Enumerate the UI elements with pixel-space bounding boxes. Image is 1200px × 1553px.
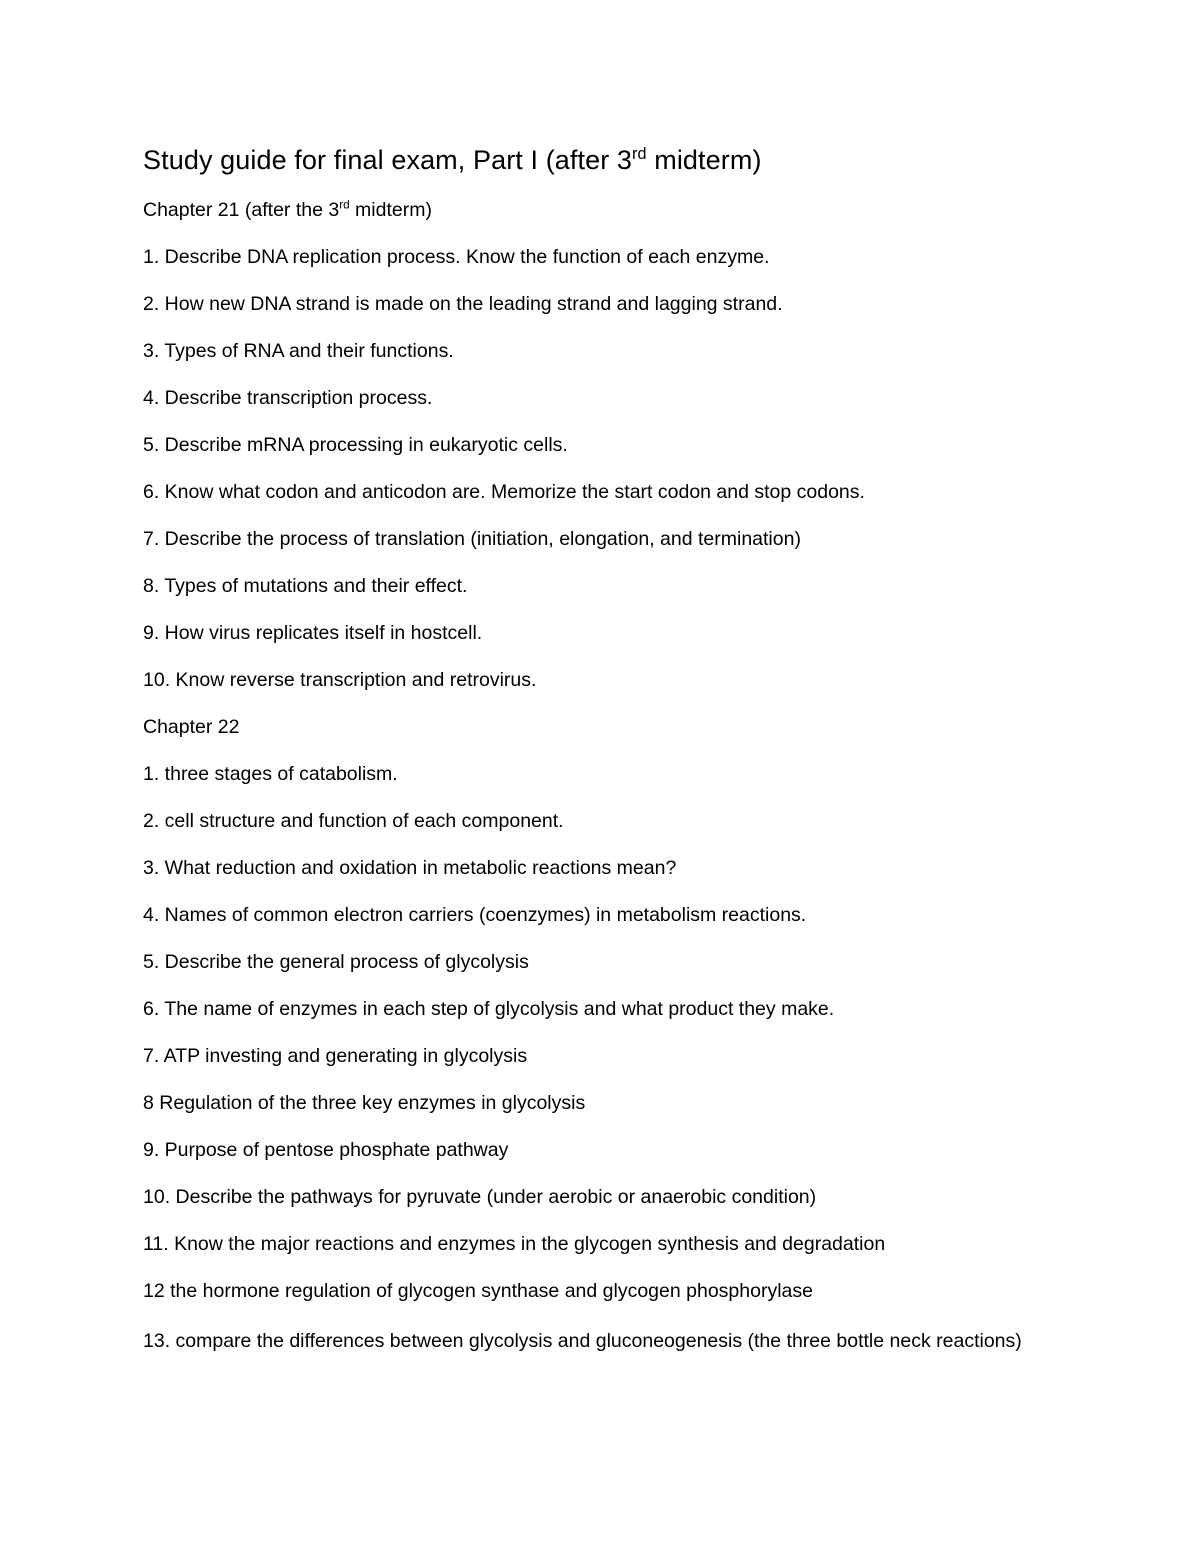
ch21-item-6: 6. Know what codon and anticodon are. Memorize the start codon and stop codons.	[143, 481, 865, 503]
ch22-item-8: 8 Regulation of the three key enzymes in glycolysis	[143, 1092, 586, 1114]
chapter-21-heading	[143, 198, 1043, 223]
title-main: Study guide for final exam, Part I (after 3	[143, 145, 633, 175]
chapter-22-heading: Chapter 22	[143, 716, 240, 738]
ch22-item-3: 3. What reduction and oxidation in metabolic reactions mean?	[143, 857, 677, 879]
ch22-item-1: 1. three stages of catabolism.	[143, 763, 398, 785]
ch22-item-11: 11. Know the major reactions and enzymes in the glycogen synthesis and degradation	[143, 1233, 886, 1255]
chapter-21-heading-main: Chapter 21 (after the 3	[143, 199, 340, 221]
page-title	[143, 140, 1043, 180]
ch22-item-2: 2. cell structure and function of each component.	[143, 810, 564, 832]
ch21-item-8: 8. Types of mutations and their effect.	[143, 575, 468, 597]
ch22-item-10: 10. Describe the pathways for pyruvate (under aerobic or anaerobic condition)	[143, 1186, 817, 1208]
ch21-item-9: 9. How virus replicates itself in hostcell.	[143, 622, 483, 644]
ch22-item-9: 9. Purpose of pentose phosphate pathway	[143, 1139, 509, 1161]
title-tail: midterm)	[646, 145, 762, 175]
ch21-item-10: 10. Know reverse transcription and retrovirus.	[143, 669, 537, 691]
ch22-item-13: 13. compare the differences between glycolysis and gluconeogenesis (the three bottle neck reactions)	[143, 1330, 1022, 1352]
chapter-21-heading-superscript: rd	[339, 198, 350, 212]
chapter-21-heading-tail: midterm)	[349, 199, 432, 221]
title-superscript: rd	[632, 145, 647, 163]
ch21-item-3: 3. Types of RNA and their functions.	[143, 340, 454, 362]
ch21-item-2: 2. How new DNA strand is made on the leading strand and lagging strand.	[143, 293, 783, 315]
ch22-item-5: 5. Describe the general process of glycolysis	[143, 951, 529, 973]
document-content	[143, 140, 1043, 1378]
ch21-item-1: 1. Describe DNA replication process. Know the function of each enzyme.	[143, 246, 770, 268]
ch22-item-4: 4. Names of common electron carriers (coenzymes) in metabolism reactions.	[143, 904, 807, 926]
ch22-item-6: 6. The name of enzymes in each step of glycolysis and what product they make.	[143, 998, 835, 1020]
ch22-item-7: 7. ATP investing and generating in glycolysis	[143, 1045, 528, 1067]
ch21-item-5: 5. Describe mRNA processing in eukaryotic cells.	[143, 434, 568, 456]
ch22-item-12: 12 the hormone regulation of glycogen synthase and glycogen phosphorylase	[143, 1280, 813, 1302]
ch21-item-4: 4. Describe transcription process.	[143, 387, 433, 409]
ch21-item-7: 7. Describe the process of translation (initiation, elongation, and termination)	[143, 528, 801, 550]
